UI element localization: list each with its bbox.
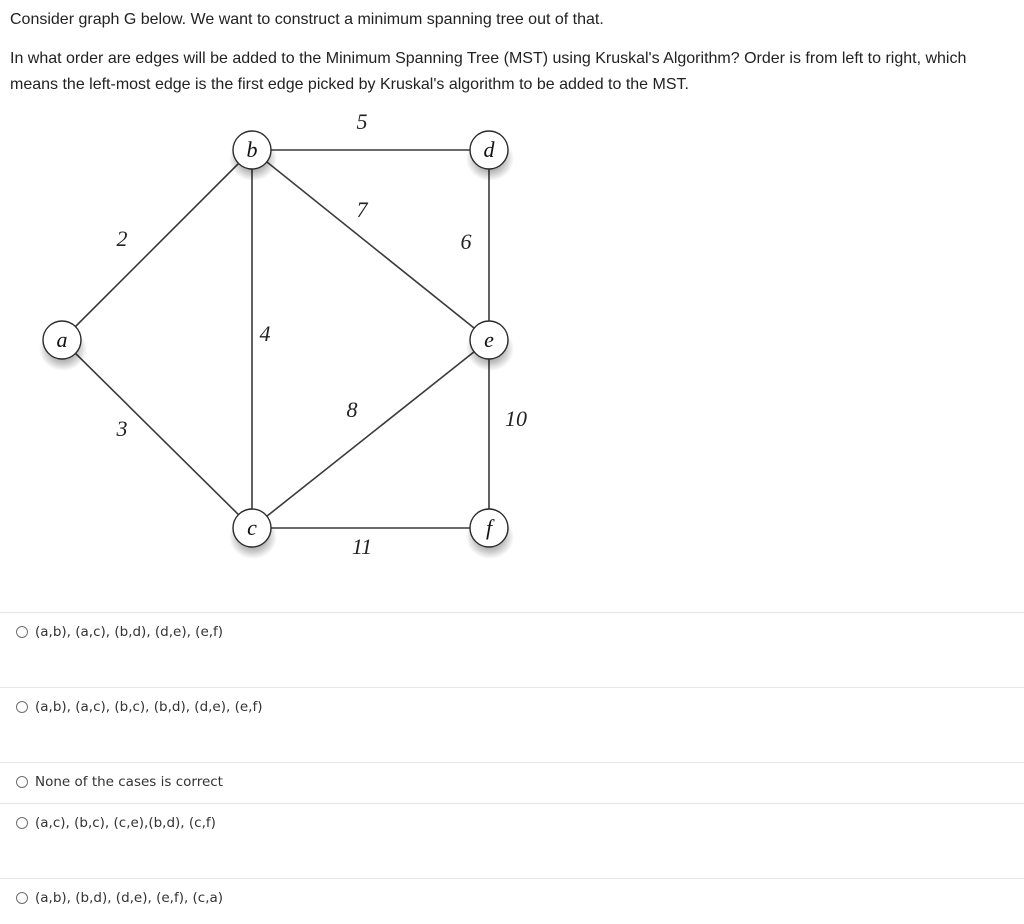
edge-weight-label: 8 [346,397,358,422]
answer-option-2[interactable] [0,687,1024,727]
answer-option-label: (a,b), (a,c), (b,c), (b,d), (d,e), (e,f) [35,699,263,715]
edge-weight-label: 7 [356,197,368,222]
edge-a-c [62,340,252,528]
question-intro: Consider graph G below. We want to construct a minimum spanning tree out of that. [10,11,604,28]
radio-button[interactable] [16,776,28,788]
question-prompt: In what order are edges will be added to the Minimum Spanning Tree (MST) using Kruskal's Algorithm? Order is from left to right, which means the left-most edge is the first edge picked by Kruskal's algorithm to be added to the MST. [10,50,967,93]
answer-option-label: (a,b), (a,c), (b,d), (d,e), (e,f) [35,624,224,640]
edge-c-e [252,340,489,528]
edge-weight-label: 10 [505,406,527,431]
node-label: d [483,137,495,162]
node-label: f [485,515,493,540]
node-label: c [247,515,257,540]
edge-a-b [62,150,252,340]
edge-weight-label: 6 [460,229,472,254]
nodes-layer [39,131,514,559]
answer-option-label: (a,b), (b,d), (d,e), (e,f), (c,a) [35,890,224,906]
weights-layer [116,109,528,559]
radio-button[interactable] [16,892,28,904]
answer-option-3[interactable] [0,762,1024,802]
answer-option-label: None of the cases is correct [35,774,223,790]
edge-weight-label: 11 [351,534,373,559]
answer-option-4[interactable] [0,803,1024,843]
graph-figure [0,100,640,600]
radio-button[interactable] [16,626,28,638]
answer-option-label: (a,c), (b,c), (c,e),(b,d), (c,f) [35,815,216,831]
edge-weight-label: 4 [259,321,271,346]
edge-b-e [252,150,489,340]
edge-weight-label: 5 [356,109,368,134]
node-d [466,131,514,181]
edge-weight-label: 3 [116,416,128,441]
edge-weight-label: 2 [116,226,128,251]
radio-button[interactable] [16,701,28,713]
node-b [229,131,277,181]
radio-button[interactable] [16,817,28,829]
node-label: a [56,327,68,352]
node-f [466,509,514,559]
node-c [229,509,277,559]
answer-option-1[interactable] [0,612,1024,652]
node-label: e [484,327,494,352]
node-a [39,321,87,371]
answer-option-5[interactable] [0,878,1024,918]
node-label: b [246,137,258,162]
edges-layer [62,150,489,528]
node-e [466,321,514,371]
